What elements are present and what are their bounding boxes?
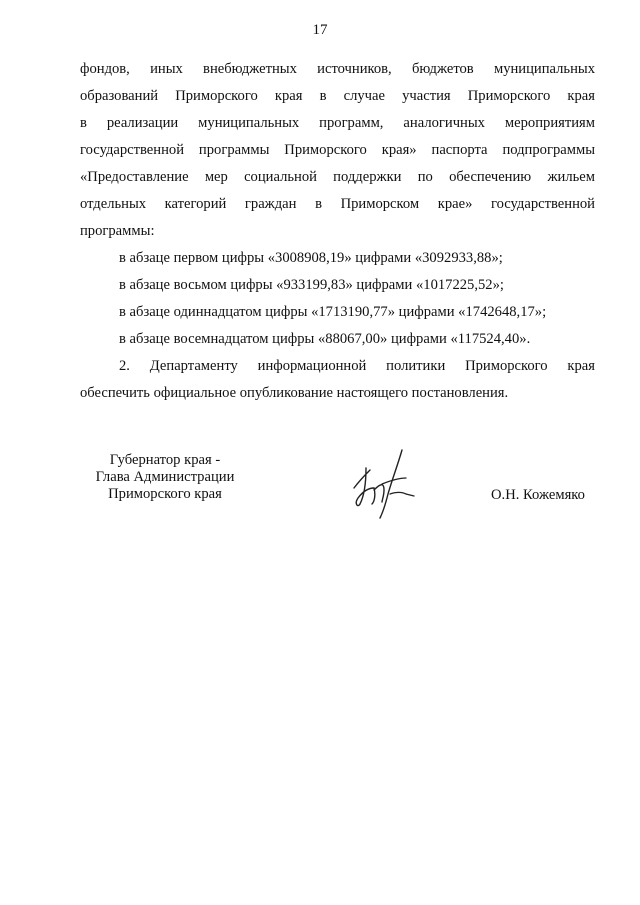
amendment-line: в абзаце восемнадцатом цифры «88067,00» цифрами «117524,40». <box>119 331 531 347</box>
paragraph-line: отдельных категорий граждан в Приморском крае» государственной <box>80 196 595 212</box>
paragraph-line: «Предоставление мер социальной поддержки по обеспечению жильем <box>80 169 595 185</box>
amendment-line: в абзаце первом цифры «3008908,19» цифрами «3092933,88»; <box>119 250 503 266</box>
document-body <box>80 60 595 411</box>
signature-block <box>0 452 640 542</box>
amendment-line: в абзаце восьмом цифры «933199,83» цифрами «1017225,52»; <box>119 277 504 293</box>
signer-position-line: Глава Администрации <box>95 469 235 485</box>
paragraph-line-last: программы: <box>80 223 155 239</box>
paragraph-line: фондов, иных внебюджетных источников, бюджетов муниципальных <box>80 61 595 77</box>
signer-position-line: Приморского края <box>108 486 222 502</box>
signer-position-line: Губернатор края - <box>109 452 221 468</box>
paragraph-line: образований Приморского края в случае участия Приморского края <box>80 88 595 104</box>
item-2-line-last: обеспечить официальное опубликование настоящего постановления. <box>80 385 509 401</box>
item-2-line: 2. Департаменту информационной политики Приморского края <box>119 358 595 374</box>
signer-name: О.Н. Кожемяко <box>491 487 585 503</box>
amendment-line: в абзаце одиннадцатом цифры «1713190,77» цифрами «1742648,17»; <box>119 304 547 320</box>
signer-position <box>80 452 250 503</box>
paragraph-line: в реализации муниципальных программ, аналогичных мероприятиям <box>80 115 595 131</box>
page-number: 17 <box>312 22 328 38</box>
handwritten-signature <box>344 444 424 524</box>
paragraph-line: государственной программы Приморского края» паспорта подпрограммы <box>80 142 595 158</box>
